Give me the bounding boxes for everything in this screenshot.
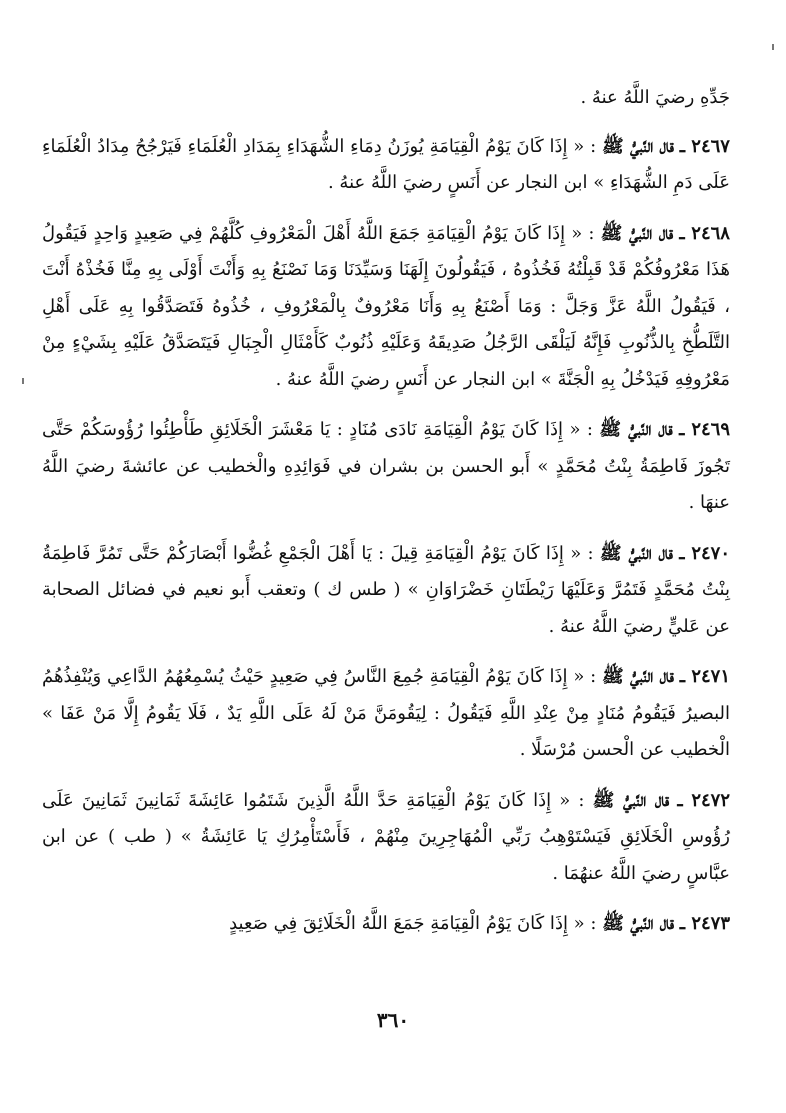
hadith-2471 — [42, 659, 730, 769]
hadith-2469 — [42, 412, 730, 522]
hadith-attribution: قال النَّبيُّ ﷺ — [599, 542, 673, 564]
hadith-number: ٢٤٧٢ ـ — [677, 789, 730, 811]
scan-mark — [772, 44, 774, 50]
hadith-attribution: قال النَّبيُّ ﷺ — [602, 913, 675, 934]
hadith-text: : « إِذَا كَانَ يَوْمُ الْقِيَامَةِ قِيلَ : يَا أَهْلَ الْجَمْعِ غُضُّوا أَبْصَارَكُمْ حَتَّى تَمُرَّ فَاطِمَةُ بِنْتُ مُحَمَّدٍ فَتَمُرَّ وَعَلَيْهَا رَيْطَتَانِ خَضْرَاوَانِ » ( طس ك ) وتعقب أَبو نعيم في فضائل الصحابة عن عَليٍّ رضيَ اللَّهُ عنهُ . — [42, 542, 730, 637]
hadith-number: ٢٤٧٠ ـ — [679, 542, 731, 564]
hadith-2470 — [42, 536, 730, 646]
hadith-2472 — [42, 783, 730, 893]
hadith-text: : « إِذَا كَانَ يَوْمُ الْقِيَامَةِ حَدَّ اللَّهُ الَّذِينَ شَتَمُوا عَائِشَةَ ثَمَانِينَ ثَمَانِينَ عَلَى رُؤُوسِ الْخَلَائِقِ فَيَسْتَوْهِبُ رَبِّي الْمُهَاجِرِينَ مِنْهُمْ ، فَأَسْتَأْمِرُكِ يَا عَائِشَةُ » ( طب ) عن ابن عبَّاسٍ رضيَ اللَّهُ عنهُمَا . — [42, 789, 730, 884]
main-text — [42, 80, 730, 957]
hadith-2467 — [42, 129, 730, 202]
hadith-attribution: قال النَّبيُّ ﷺ — [601, 666, 674, 687]
scan-mark — [22, 378, 24, 384]
hadith-text: : « إِذَا كَانَ يَوْمُ الْقِيَامَةِ جُمِعَ النَّاسُ فِي صَعِيدٍ حَيْثُ يُسْمِعُهُمُ الدَّاعِي وَيُنْفِذُهُمُ البصيرُ فَيَقُومُ مُنَادٍ مِنْ عِنْدِ اللَّهِ فَيَقُولُ : لِيَقُومَنَّ مَنْ لَهُ عَلَى اللَّهِ يَدٌ ، فَلَا يَقُومُ إِلَّا مَنْ عَفَا » الْخطيب عن الْحسن مُرْسَلًا . — [42, 666, 730, 760]
hadith-number: ٢٤٧١ ـ — [679, 666, 730, 687]
hadith-2468 — [42, 216, 730, 399]
hadith-2473 — [42, 906, 730, 943]
paragraph-text: جَدِّهِ رضيَ اللَّهُ عنهُ . — [580, 87, 730, 108]
hadith-text: : « إِذَا كَانَ يَوْمُ الْقِيَامَةِ جَمَعَ اللَّهُ أَهْلَ الْمَعْرُوفِ كُلَّهُمْ فِي صَعِيدٍ وَاحِدٍ فَيَقُولُ هَذَا مَعْرُوفُكُمْ قَدْ قَبِلْتُهُ فَخُذُوهُ ، فَيَقُولُونَ إِلَهَنَا وَسَيِّدَنَا وَمَا نَصْنَعُ بِهِ وَأَنْتَ أَوْلَى بِهِ مِنَّا فَخُذْهُ أَنْتَ ، فَيَقُولُ اللَّهُ عَزَّ وَجَلَّ : وَمَا أَصْنَعُ بِهِ وَأَنَا مَعْرُوفٌ بِالْمَعْرُوفِ ، خُذُوهُ فَتَصَدَّقُوا بِهِ عَلَى أَهْلِ التَّلَطُّخِ بِالذُّنُوبِ فَإِنَّهُ لَيَلْقَى الرَّجُلُ صَدِيقَهُ وَعَلَيْهِ ذُنُوبٌ كَأَمْثَالِ الْجِبَالِ فَيَتَصَدَّقُ عَلَيْهِ بِشَيْءٍ مِنْ مَعْرُوفِهِ فَيَدْخُلُ بِهِ الْجَنَّةَ » ابن النجار عن أَنَسٍ رضيَ اللَّهُ عنهُ . — [42, 222, 730, 390]
hadith-number: ٢٤٦٨ ـ — [679, 222, 730, 244]
hadith-attribution: قال النَّبيُّ ﷺ — [601, 135, 674, 157]
hadith-number: ٢٤٦٧ ـ — [679, 135, 730, 157]
hadith-text: : « إِذَا كَانَ يَوْمُ الْقِيَامَةِ نَادَى مُنَادٍ : يَا مَعْشَرَ الْخَلَائِقِ طَأْطِئُوا رُؤُوسَكُمْ حَتَّى تَجُوزَ فَاطِمَةُ بِنْتُ مُحَمَّدٍ » أَبو الحسن بن بشران في فَوَائِدِهِ والْخطيب عن عائشةَ رضيَ اللَّهُ عنهَا . — [42, 419, 730, 513]
page-number: ٣٦٠ — [376, 1008, 410, 1032]
hadith-attribution: قال النَّبيُّ ﷺ — [600, 222, 674, 244]
paragraph-continuation — [42, 80, 730, 117]
hadith-number: ٢٤٧٣ ـ — [679, 913, 730, 934]
hadith-attribution: قال النَّبيُّ ﷺ — [599, 419, 673, 440]
hadith-attribution: قال النَّبيُّ ﷺ — [592, 789, 670, 811]
hadith-text: : « إِذَا كَانَ يَوْمُ الْقِيَامَةِ يُوزَنُ دِمَاءِ الشُّهَدَاءِ بِمَدَادِ الْعُلَمَاءِ فَيَرْجُحُ مِدَادُ الْعُلَمَاءِ عَلَى دَمِ الشُّهَدَاءِ » ابن النجار عن أَنَسٍ رضيَ اللَّهُ عنهُ . — [42, 135, 730, 193]
hadith-number: ٢٤٦٩ ـ — [679, 419, 730, 440]
hadith-text: : « إِذَا كَانَ يَوْمُ الْقِيَامَةِ جَمَعَ اللَّهُ الْخَلَائِقَ فِي صَعِيدٍ — [229, 913, 597, 934]
